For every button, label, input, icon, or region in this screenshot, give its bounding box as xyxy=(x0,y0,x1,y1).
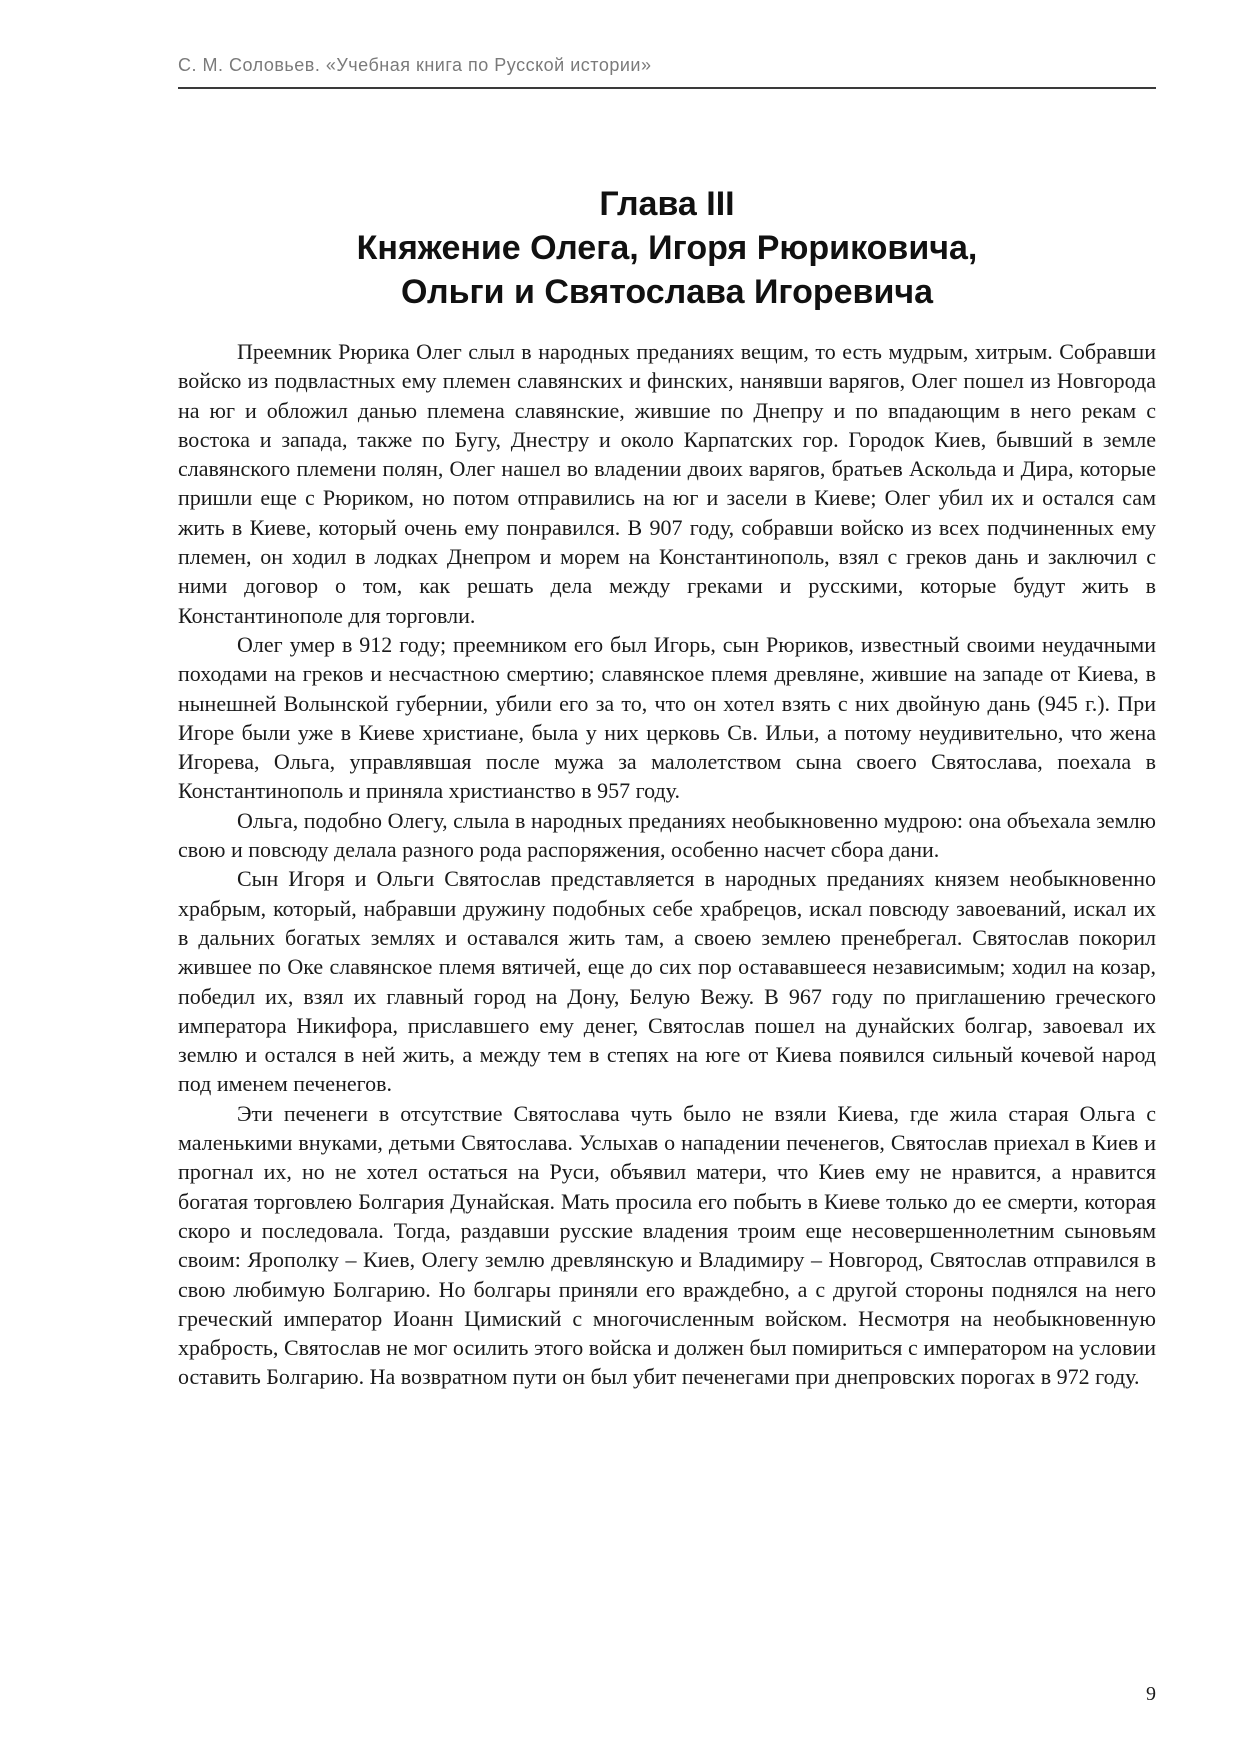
chapter-title-line-1: Княжение Олега, Игоря Рюриковича, xyxy=(356,229,978,267)
paragraph: Преемник Рюрика Олег слыл в народных преданиях вещим, то есть мудрым, хитрым. Собравши войско из подвластных ему племен славянских и финских, нанявши варягов, Олег пошел из Новгорода на юг и обложил данью племена славянские, жившие по Днепру и по впадающим в него рекам с востока и запада, также по Бугу, Днестру и около Карпатских гор. Городок Киев, бывший в земле славянского племени полян, Олег нашел во владении двоих варягов, братьев Аскольда и Дира, которые пришли еще с Рюриком, но потом отправились на юг и засели в Киеве; Олег убил их и остался сам жить в Киеве, который очень ему понравился. В 907 году, собравши войско из всех подчиненных ему племен, он ходил в лодках Днепром и морем на Константинополь, взял с греков дань и заключил с ними договор о том, как решать дела между греками и русскими, которые будут жить в Константинополе для торговли. xyxy=(178,339,1156,628)
running-header: С. М. Соловьев. «Учебная книга по Русской истории» xyxy=(178,55,652,75)
paragraph: Эти печенеги в отсутствие Святослава чуть было не взяли Киева, где жила старая Ольга с маленькими внуками, детьми Святослава. Услыхав о нападении печенегов, Святослав приехал в Киев и прогнал их, но не хотел остаться на Руси, объявил матери, что Киев ему не нравится, а нравится богатая торговлею Болгария Дунайская. Мать просила его побыть в Киеве только до ее смерти, которая скоро и последовала. Тогда, раздавши русские владения троим еще несовершеннолетним сыновьям своим: Ярополку – Киев, Олегу землю древлянскую и Владимиру – Новгород, Святослав отправился в свою любимую Болгарию. Но болгары приняли его враждебно, а с другой стороны поднялся на него греческий император Иоанн Цимиский с многочисленным войском. Несмотря на необыкновенную храбрость, Святослав не мог осилить этого войска и должен был помириться с императором на условии оставить Болгарию. На возвратном пути он был убит печенегами при днепровских порогах в 972 году. xyxy=(178,1100,1156,1390)
header-rule xyxy=(178,87,1156,89)
body-text xyxy=(178,337,1156,1392)
chapter-title xyxy=(178,182,1156,314)
chapter-number: Глава III xyxy=(599,185,735,223)
page-number: 9 xyxy=(1146,1683,1156,1705)
chapter-title-line-2: Ольги и Святослава Игоревича xyxy=(401,273,933,311)
paragraph: Сын Игоря и Ольги Святослав представляется в народных преданиях князем необыкновенно храбрым, который, набравши дружину подобных себе храбрецов, искал повсюду завоеваний, искал их в дальних богатых землях и оставался жить там, а своею землею пренебрегал. Святослав покорил жившее по Оке славянское племя вятичей, еще до сих пор остававшееся независимым; ходил на козар, победил их, взял их главный город на Дону, Белую Вежу. В 967 году по приглашению греческого императора Никифора, приславшего ему денег, Святослав пошел на дунайских болгар, завоевал их землю и остался в ней жить, а между тем в степях на юге от Киева появился сильный кочевой народ под именем печенегов. xyxy=(178,866,1156,1097)
paragraph: Олег умер в 912 году; преемником его был Игорь, сын Рюриков, известный своими неудачными походами на греков и несчастною смертию; славянское племя древляне, жившие на западе от Киева, в нынешней Волынской губернии, убили его за то, что он хотел взять с них двойную дань (945 г.). При Игоре были уже в Киеве христиане, была у них церковь Св. Ильи, а потому неудивительно, что жена Игорева, Ольга, управлявшая после мужа за малолетством сына своего Святослава, поехала в Константинополь и приняла христианство в 957 году. xyxy=(178,631,1156,804)
paragraph: Ольга, подобно Олегу, слыла в народных преданиях необыкновенно мудрою: она объехала землю свою и повсюду делала разного рода распоряжения, особенно насчет сбора дани. xyxy=(178,807,1156,863)
